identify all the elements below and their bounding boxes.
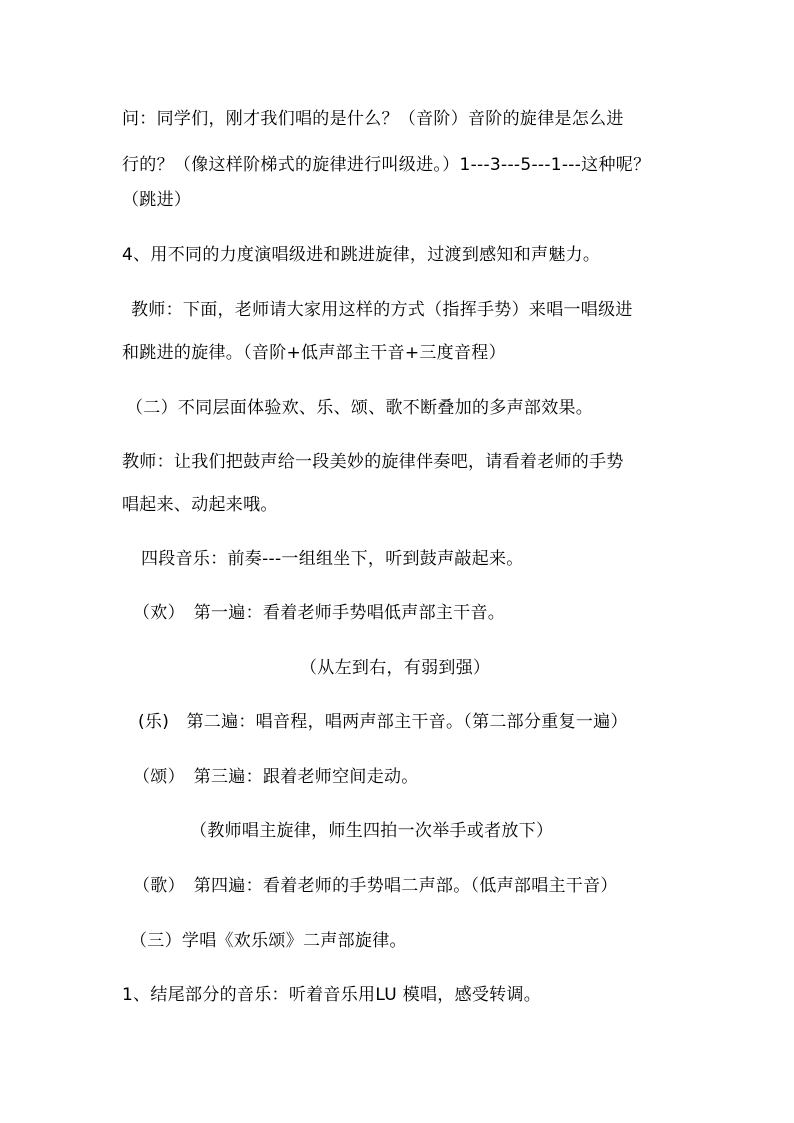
text-line: 教师：让我们把鼓声给一段美妙的旋律伴奏吧，请看着老师的手势 (122, 452, 624, 472)
text-line: （歌） 第四遍：看着老师的手势唱二声部。（低声部唱主干音） (133, 876, 618, 896)
text-line: （颂） 第三遍：跟着老师空间走动。 (133, 767, 419, 787)
text-line: （三）学唱《欢乐颂》二声部旋律。 (130, 931, 407, 951)
text-line: （跳进） (122, 190, 192, 210)
text-line: 问：同学们，刚才我们唱的是什么？（音阶）音阶的旋律是怎么进 (122, 109, 624, 129)
text-line: 1、结尾部分的音乐：听着音乐用LU 模唱，感受转调。 (122, 985, 542, 1005)
text-line: 行的？（像这样阶梯式的旋律进行叫级进。）1---3---5---1---这种呢？ (122, 155, 651, 175)
text-line: 教师：下面，老师请大家用这样的方式（指挥手势）来唱一唱级进 (131, 300, 633, 320)
text-line: （从左到右，有弱到强） (300, 658, 491, 678)
text-line: 四段音乐：前奏---一组组坐下，听到鼓声敲起来。 (141, 549, 524, 569)
text-line: 和跳进的旋律。（音阶+低声部主干音+三度音程） (122, 343, 506, 363)
text-line: （教师唱主旋律，师生四拍一次举手或者放下） (190, 821, 554, 841)
text-line: 4、用不同的力度演唱级进和跳进旋律，过渡到感知和声魅力。 (122, 245, 601, 265)
text-line: （二）不同层面体验欢、乐、颂、歌不断叠加的多声部效果。 (126, 398, 594, 418)
text-line: （欢） 第一遍：看着老师手势唱低声部主干音。 (133, 603, 506, 623)
text-line: (乐) 第二遍：唱音程，唱两声部主干音。（第二部分重复一遍） (138, 712, 628, 732)
text-line: 唱起来、动起来哦。 (122, 495, 278, 515)
